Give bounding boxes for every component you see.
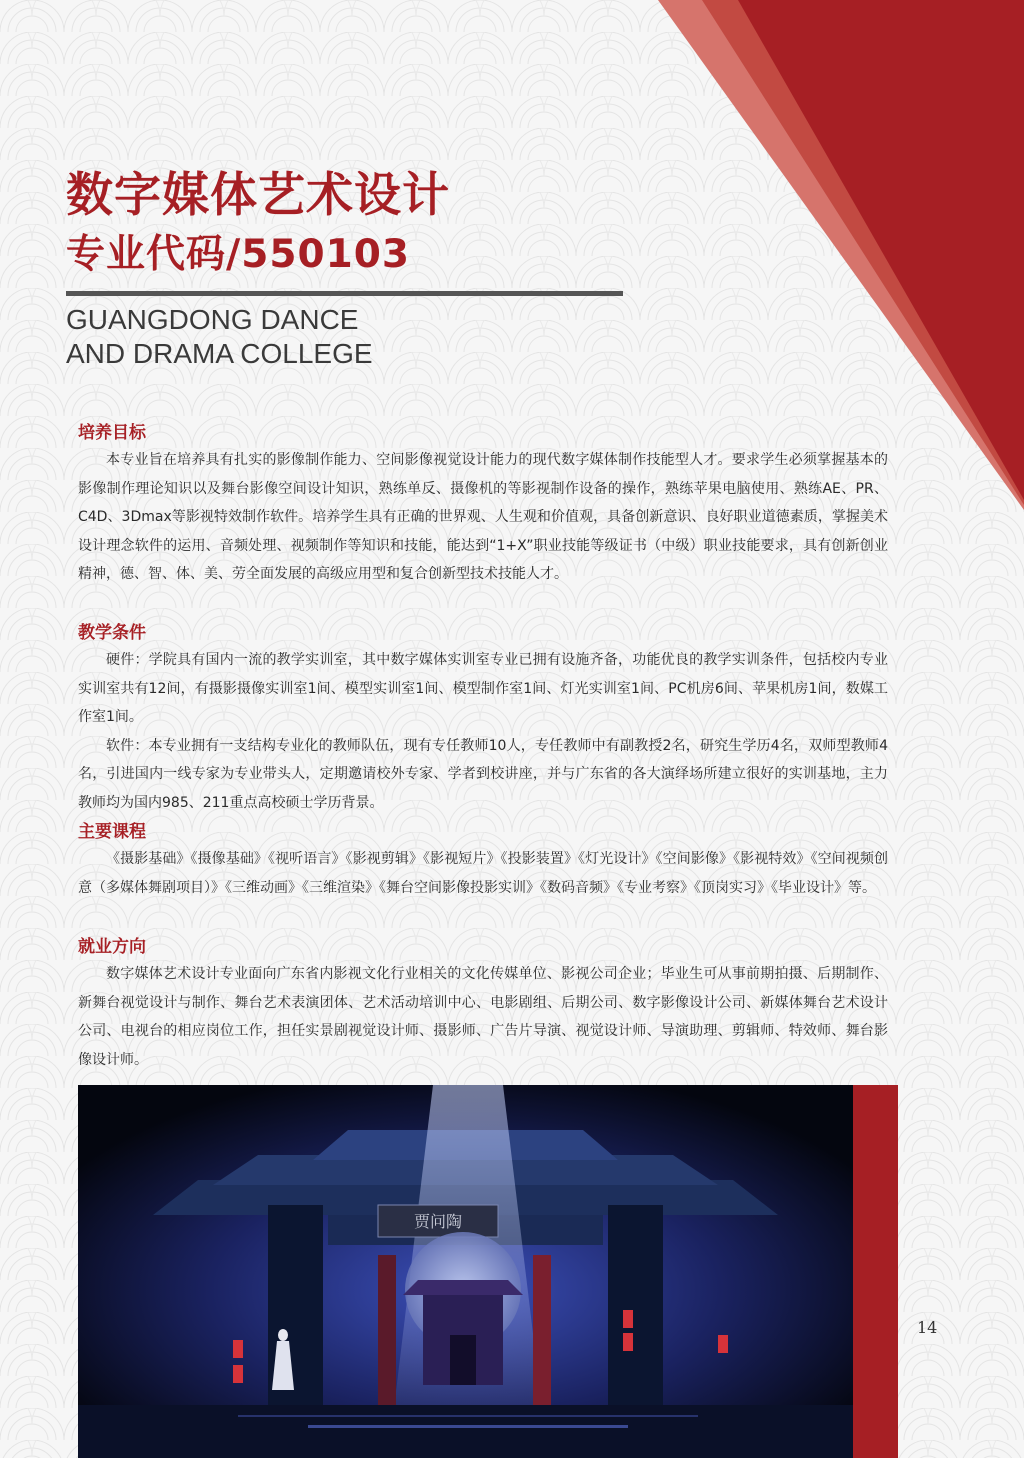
section-paragraph: 软件：本专业拥有一支结构专业化的教师队伍，现有专任教师10人，专任教师中有副教授2名，研究生学历4名，双师型教师4名，引进国内一线专家为专业带头人，定期邀请校外专家、学者到校讲座，并与广东省的各大演绎场所建立很好的实训基地，主力教师均为国内985、211重点高校硕士学历背景。 (78, 737, 888, 811)
section-heading: 教学条件 (78, 623, 146, 643)
section-paragraph: 硬件：学院具有国内一流的教学实训室，其中数字媒体实训室专业已拥有设施齐备，功能优良的教学实训条件，包括校内专业实训室共有12间，有摄影摄像实训室1间、模型实训室1间、模型制作室1间、灯光实训室1间、PC机房6间、苹果机房1间，数媒工作室1间。 (78, 652, 888, 725)
section-heading: 就业方向 (78, 937, 146, 957)
stage-illustration (78, 1085, 853, 1458)
college-name-line1: GUANGDONG DANCE (66, 304, 359, 335)
title-divider (66, 291, 623, 296)
college-name-line2: AND DRAMA COLLEGE (66, 338, 373, 369)
stage-photo (78, 1085, 853, 1458)
section-main-courses (78, 821, 888, 902)
page-title: 数字媒体艺术设计 (66, 168, 450, 223)
page-number: 14 (917, 1318, 938, 1337)
section-heading: 主要课程 (78, 822, 146, 842)
plaque-text: 贾问陶 (413, 1212, 463, 1231)
section-paragraph: 数字媒体艺术设计专业面向广东省内影视文化行业相关的文化传媒单位、影视公司企业；毕业生可从事前期拍摄、后期制作、新舞台视觉设计与制作、舞台艺术表演团体、艺术活动培训中心、电影剧组、后期公司、数字影像设计公司、新媒体舞台艺术设计公司、电视台的相应岗位工作，担任实景剧视觉设计师、摄影师、广告片导演、视觉设计师、导演助理、剪辑师、特效师、舞台影像设计师。 (78, 966, 888, 1068)
section-paragraph: 《摄影基础》《摄像基础》《视听语言》《影视剪辑》《影视短片》《投影装置》《灯光设计》《空间影像》《影视特效》《空间视频创意（多媒体舞剧项目）》《三维动画》《三维渲染》《舞台空间影像投影实训》《数码音频》《专业考察》《顶岗实习》《毕业设计》等。 (78, 851, 888, 896)
section-teaching-conditions (78, 622, 888, 817)
program-code: 专业代码/550103 (66, 232, 411, 277)
section-employment (78, 936, 888, 1074)
college-name (66, 303, 586, 371)
section-heading: 培养目标 (78, 423, 146, 443)
section-training-goal (78, 422, 888, 589)
photo-side-strip (853, 1085, 898, 1458)
section-paragraph: 本专业旨在培养具有扎实的影像制作能力、空间影像视觉设计能力的现代数字媒体制作技能型人才。要求学生必须掌握基本的影像制作理论知识以及舞台影像空间设计知识，熟练单反、摄像机的等影视制作设备的操作，熟练苹果电脑使用、熟练AE、PR、C4D、3Dmax等影视特效制作软件。培养学生具有正确的世界观、人生观和价值观，具备创新意识、良好职业道德素质，掌握美术设计理念软件的运用、音频处理、视频制作等知识和技能，能达到“1+X”职业技能等级证书（中级）职业技能要求，具有创新创业精神，德、智、体、美、劳全面发展的高级应用型和复合创新型技术技能人才。 (78, 452, 888, 582)
